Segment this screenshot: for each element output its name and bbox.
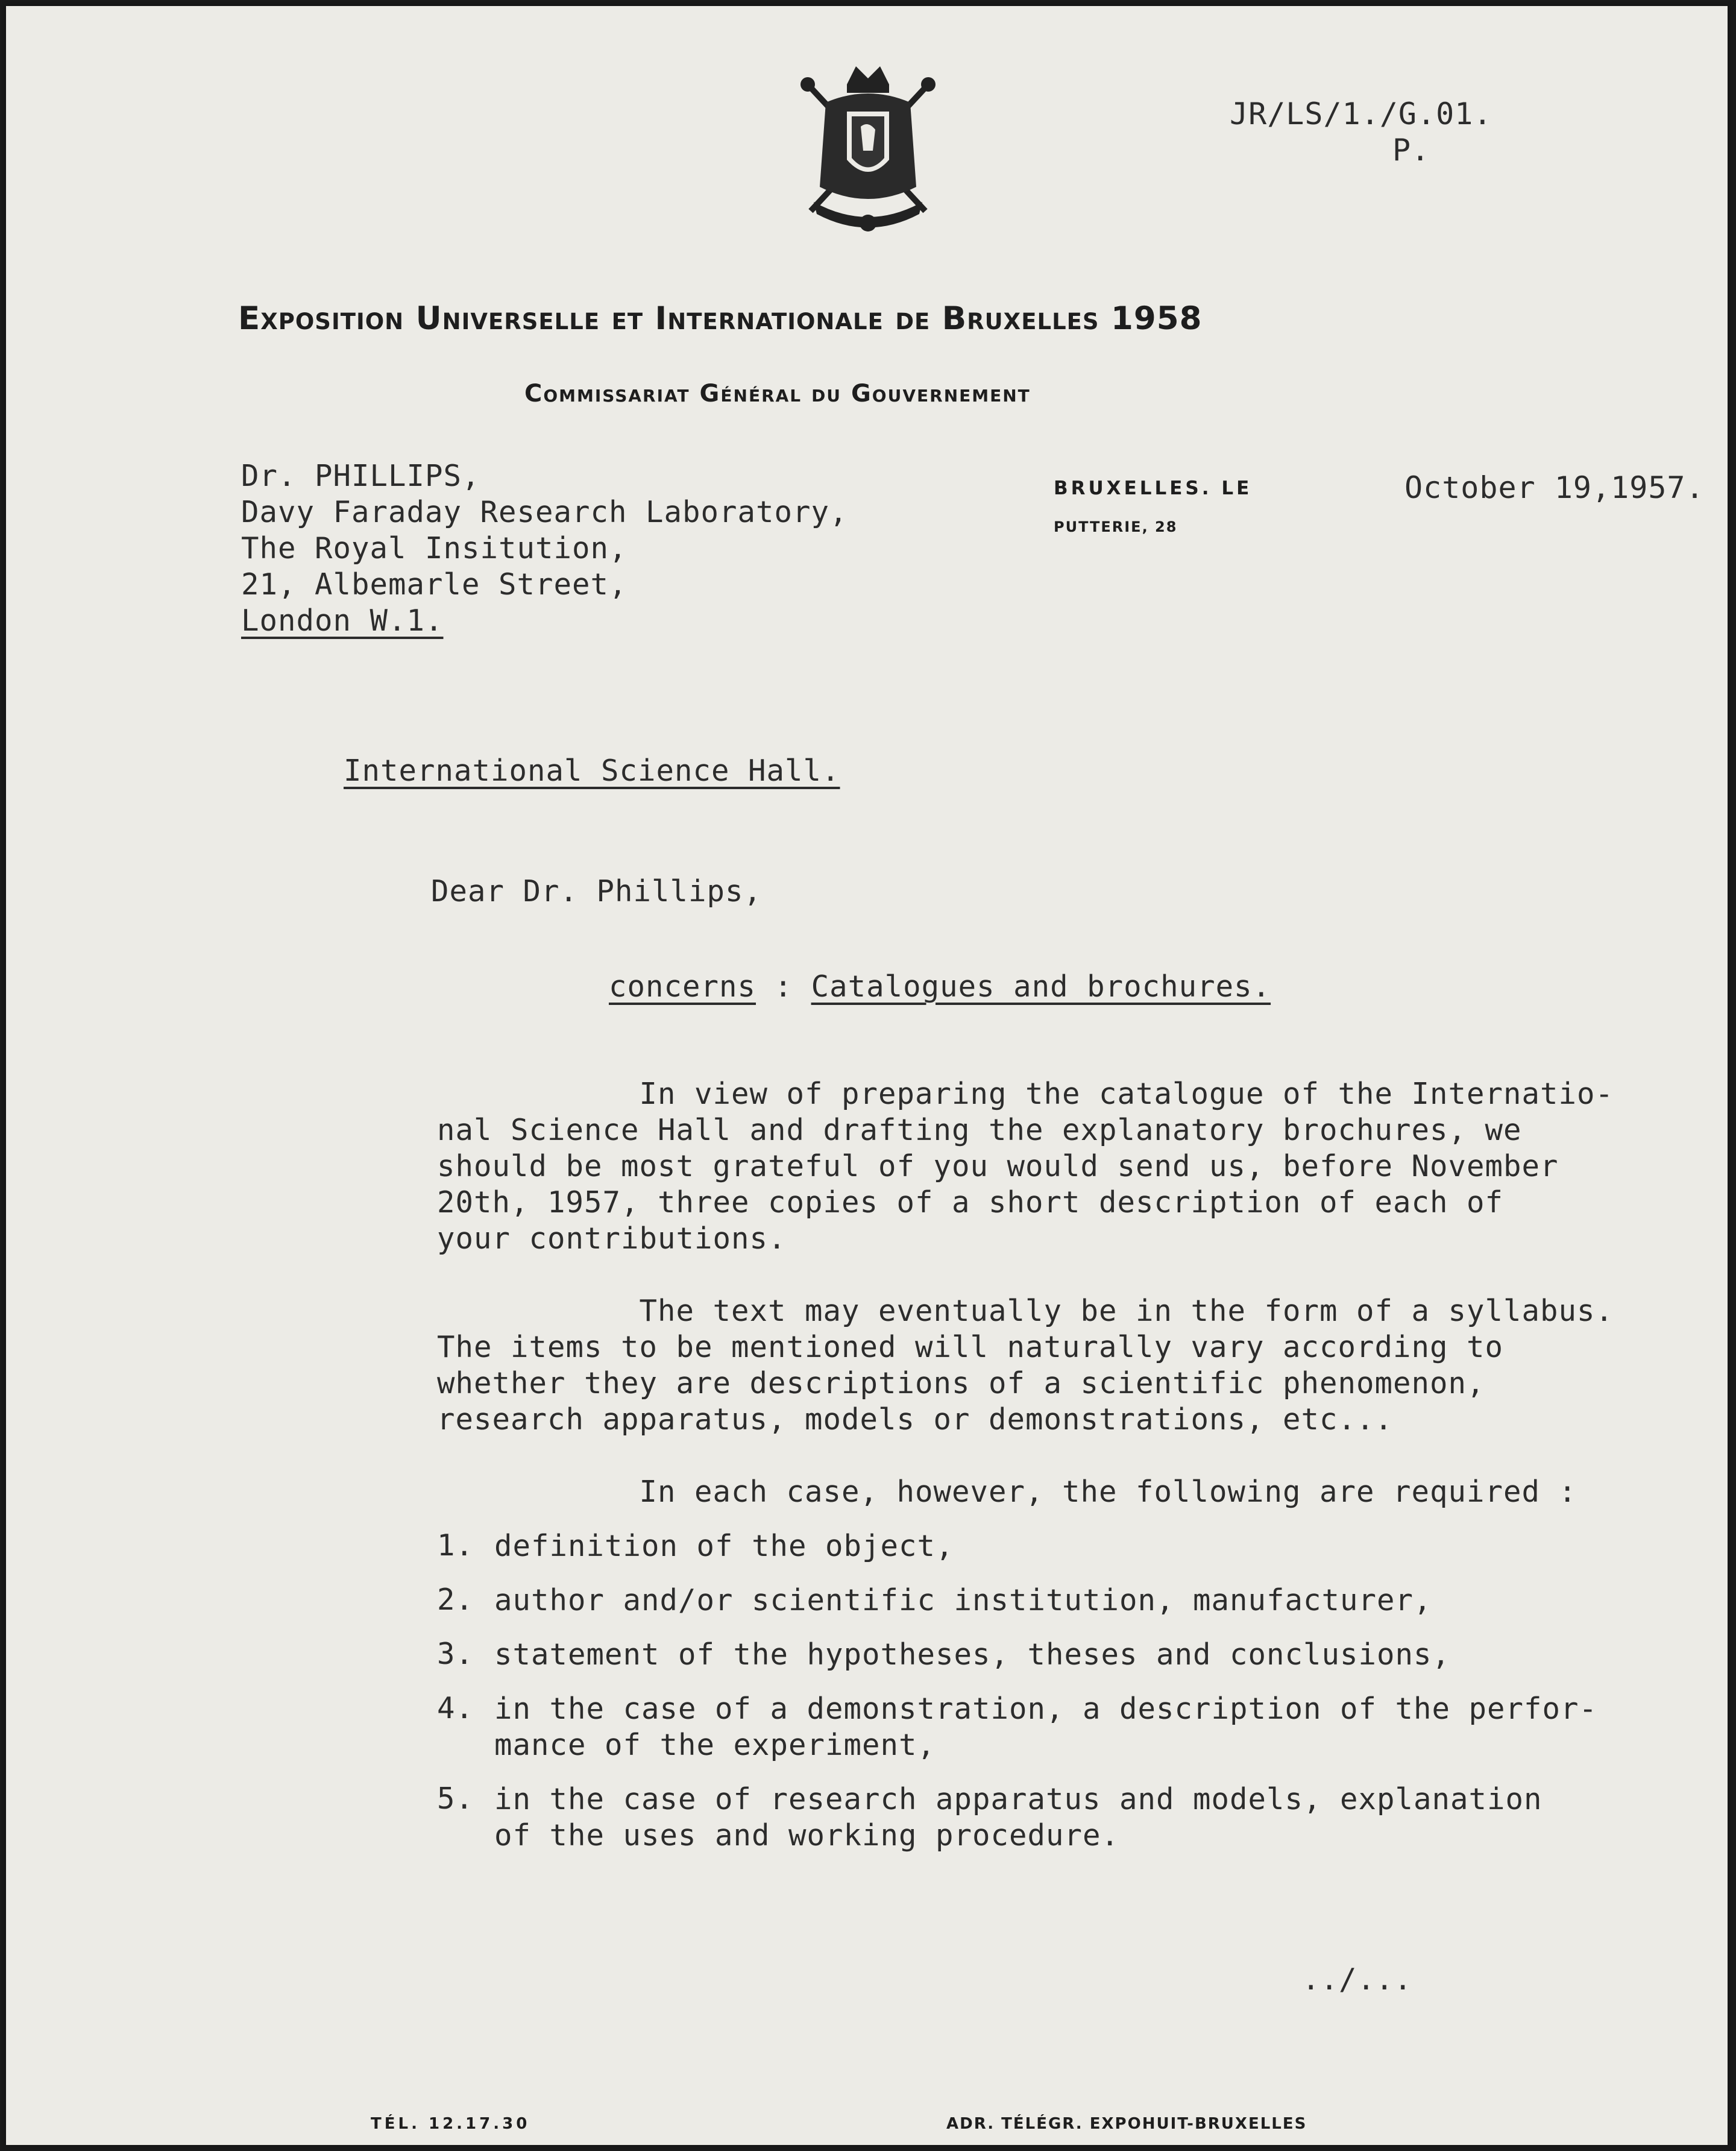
body-line: should be most grateful of you would send us, before November [437, 1149, 1559, 1183]
footer-telephone: TÉL. 12.17.30 [371, 2115, 530, 2133]
concerns-separator: : [774, 969, 793, 1004]
concerns-text: Catalogues and brochures. [811, 969, 1271, 1004]
recipient-line: Davy Faraday Research Laboratory, [241, 495, 848, 529]
list-item-number: 5. [437, 1781, 474, 1816]
list-item [437, 1637, 1597, 1673]
reference-number [1230, 96, 1492, 168]
body-line: In each case, however, the following are required : [437, 1475, 1577, 1509]
list-item-text: in the case of a demonstration, a description of the perfor- mance of the experiment, [494, 1692, 1598, 1762]
letterhead-city: BRUXELLES. LE [1054, 477, 1253, 499]
letterhead-title: Exposition Universelle et Internationale de Bruxelles 1958 [238, 300, 1203, 337]
list-item [437, 1691, 1597, 1763]
letterhead-subtitle: Commissariat Général du Gouvernement [524, 380, 1031, 408]
recipient-line: London W.1. [241, 603, 444, 638]
body-line: whether they are descriptions of a scientific phenomenon, [437, 1366, 1485, 1400]
body-paragraph-2 [437, 1293, 1614, 1438]
subject-heading: International Science Hall. [344, 754, 840, 788]
list-item-number: 2. [437, 1583, 474, 1617]
recipient-line: 21, Albemarle Street, [241, 567, 627, 602]
continuation-mark: ../... [1302, 1962, 1413, 1997]
list-item [437, 1528, 1597, 1564]
list-item [437, 1583, 1597, 1619]
concerns-label: concerns [609, 969, 756, 1004]
body-paragraph-3 [437, 1474, 1577, 1510]
body-line: The items to be mentioned will naturally vary according to [437, 1330, 1504, 1364]
coat-of-arms-seal [790, 60, 946, 244]
recipient-address [241, 458, 848, 639]
letter-date: October 19,1957. [1404, 470, 1705, 505]
body-line: nal Science Hall and drafting the explanatory brochures, we [437, 1113, 1522, 1147]
list-item-text: in the case of research apparatus and models, explanation of the uses and working procedure. [494, 1782, 1543, 1853]
recipient-line: The Royal Insitution, [241, 531, 627, 565]
letter-page [6, 6, 1728, 2145]
body-paragraph-1 [437, 1076, 1614, 1257]
recipient-line: Dr. PHILLIPS, [241, 459, 480, 493]
letterhead-street: PUTTERIE, 28 [1054, 518, 1178, 535]
coat-of-arms-icon [790, 60, 946, 241]
list-item-text: definition of the object, [494, 1529, 954, 1563]
list-item-number: 1. [437, 1528, 474, 1563]
reference-suffix: P. [1392, 133, 1430, 168]
footer-telegraph: ADR. TÉLÉGR. EXPOHUIT-BRUXELLES [946, 2115, 1307, 2133]
body-line: research apparatus, models or demonstrations, etc... [437, 1402, 1394, 1437]
body-line: The text may eventually be in the form of a syllabus. [437, 1294, 1614, 1328]
concerns-line [609, 969, 1271, 1004]
body-line: 20th, 1957, three copies of a short description of each of [437, 1185, 1504, 1220]
list-item-text: author and/or scientific institution, manufacturer, [494, 1583, 1432, 1617]
requirements-list [437, 1528, 1597, 1854]
body-line: In view of preparing the catalogue of the Internatio- [437, 1077, 1614, 1111]
list-item [437, 1781, 1597, 1854]
salutation: Dear Dr. Phillips, [431, 874, 763, 909]
list-item-text: statement of the hypotheses, theses and conclusions, [494, 1637, 1451, 1672]
reference-code: JR/LS/1./G.01. [1230, 96, 1492, 131]
body-line: your contributions. [437, 1221, 787, 1256]
list-item-number: 4. [437, 1691, 474, 1725]
list-item-number: 3. [437, 1637, 474, 1671]
